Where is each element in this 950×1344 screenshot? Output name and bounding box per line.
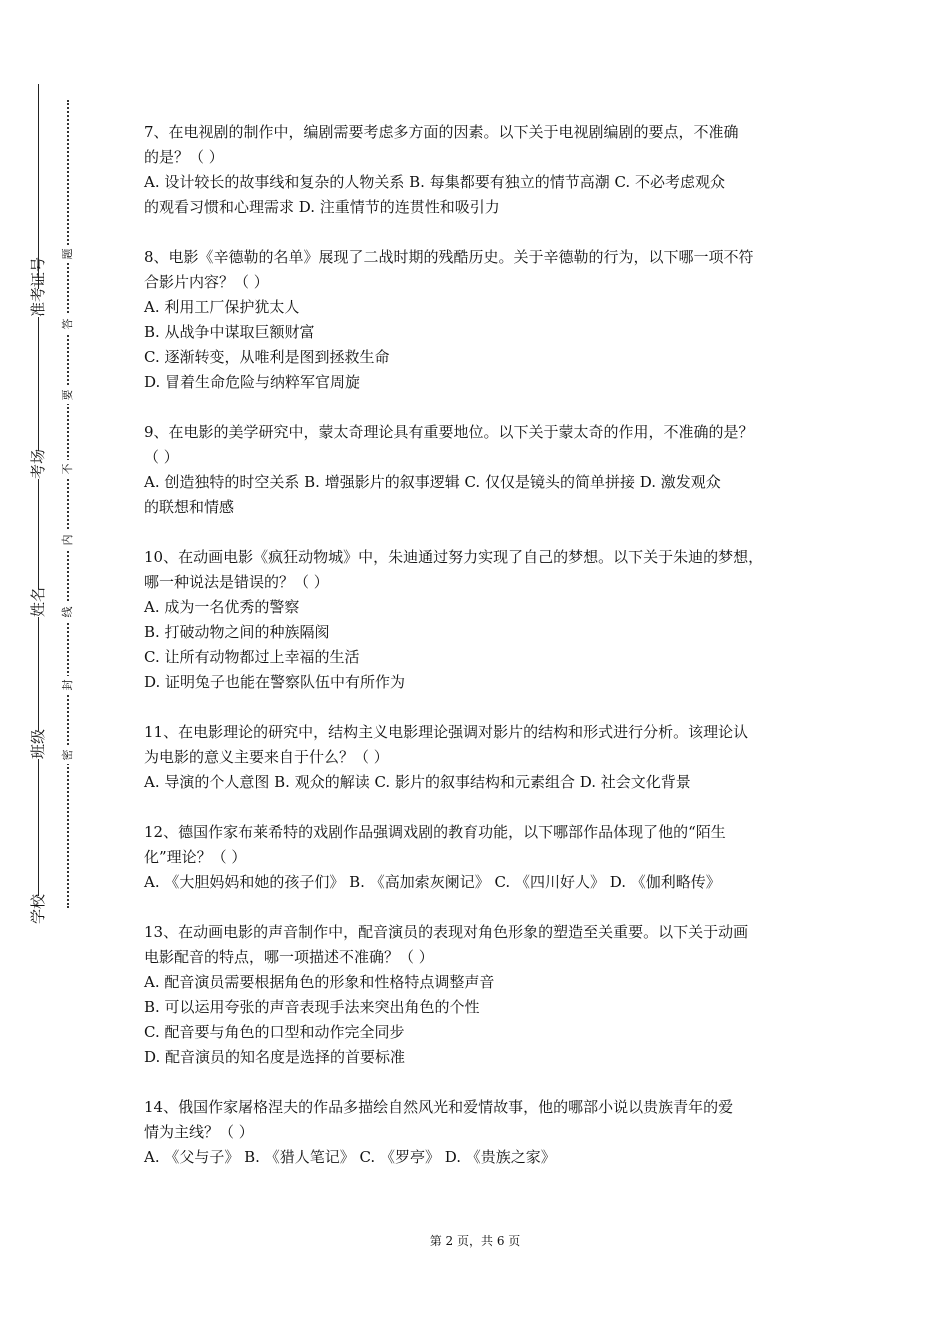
question-line: 11、在电影理论的研究中，结构主义电影理论强调对影片的结构和形式进行分析。该理论认 [144, 723, 749, 741]
question-options: 的联想和情感 [144, 498, 235, 516]
question-13 [144, 920, 816, 1070]
seal-char: 要 [59, 386, 77, 404]
question-11 [144, 720, 816, 795]
question-list [144, 120, 816, 1195]
question-line: 8、电影《辛德勒的名单》展现了二战时期的残酷历史。关于辛德勒的行为，以下哪一项不符 [144, 248, 754, 266]
question-line: 12、德国作家布莱希特的戏剧作品强调戏剧的教育功能，以下哪部作品体现了他的“陌生 [144, 823, 726, 841]
option-b: B. 从战争中谋取巨额财富 [144, 323, 315, 341]
question-7 [144, 120, 816, 220]
question-line: 13、在动画电影的声音制作中，配音演员的表现对角色形象的塑造至关重要。以下关于动画 [144, 923, 749, 941]
question-options: A. 导演的个人意图 B. 观众的解读 C. 影片的叙事结构和元素组合 D. 社会文化背景 [144, 773, 691, 791]
question-10 [144, 545, 816, 695]
option-d: D. 冒着生命危险与纳粹军官周旋 [144, 373, 361, 391]
question-line: 哪一种说法是错误的？（ ） [144, 573, 329, 591]
field-label-exam-number: 准考证号 [24, 289, 52, 317]
seal-char: 内 [59, 531, 77, 549]
option-d: D. 配音演员的知名度是选择的首要标准 [144, 1048, 406, 1066]
question-options: A. 创造独特的时空关系 B. 增强影片的叙事逻辑 C. 仅仅是镜头的简单拼接 D. 激发观众 [144, 473, 721, 491]
page-number: 第 2 页，共 6 页 [429, 1234, 521, 1248]
binding-solid-line [38, 84, 39, 914]
seal-char: 密 [59, 746, 77, 764]
question-line: （ ） [144, 448, 179, 466]
option-c: C. 让所有动物都过上幸福的生活 [144, 648, 360, 666]
question-line: 电影配音的特点，哪一项描述不准确？（ ） [144, 948, 434, 966]
question-line: 情为主线？（ ） [144, 1123, 254, 1141]
question-line: 为电影的意义主要来自于什么？（ ） [144, 748, 389, 766]
question-line: 合影片内容？（ ） [144, 273, 269, 291]
question-line: 7、在电视剧的制作中，编剧需要考虑多方面的因素。以下关于电视剧编剧的要点，不准确 [144, 123, 739, 141]
seal-char: 封 [59, 676, 77, 694]
option-c: C. 配音要与角色的口型和动作完全同步 [144, 1023, 405, 1041]
option-b: B. 打破动物之间的种族隔阂 [144, 623, 330, 641]
question-8 [144, 245, 816, 395]
option-a: A. 成为一名优秀的警察 [144, 598, 300, 616]
seal-dotted-line [67, 100, 69, 908]
option-b: B. 可以运用夸张的声音表现手法来突出角色的个性 [144, 998, 480, 1016]
option-c: C. 逐渐转变，从唯利是图到拯救生命 [144, 348, 390, 366]
question-line: 化”理论？（ ） [144, 848, 247, 866]
question-options: 的观看习惯和心理需求 D. 注重情节的连贯性和吸引力 [144, 198, 500, 216]
question-9 [144, 420, 816, 520]
question-line: 14、俄国作家屠格涅夫的作品多描绘自然风光和爱情故事，他的哪部小说以贵族青年的爱 [144, 1098, 734, 1116]
field-label-name: 姓名 [24, 589, 52, 617]
option-a: A. 利用工厂保护犹太人 [144, 298, 300, 316]
question-line: 10、在动画电影《疯狂动物城》中，朱迪通过努力实现了自己的梦想。以下关于朱迪的梦想， [144, 548, 764, 566]
question-options: A. 《大胆妈妈和她的孩子们》 B. 《高加索灰阑记》 C. 《四川好人》 D. 《伽利略传》 [144, 873, 721, 891]
field-label-class: 班级 [24, 731, 52, 759]
seal-char: 线 [59, 603, 77, 621]
question-12 [144, 820, 816, 895]
seal-char: 答 [59, 315, 77, 333]
binding-margin [0, 0, 110, 1344]
question-options: A. 设计较长的故事线和复杂的人物关系 B. 每集都要有独立的情节高潮 C. 不必考虑观众 [144, 173, 725, 191]
option-d: D. 证明兔子也能在警察队伍中有所作为 [144, 673, 406, 691]
question-line: 的是？（ ） [144, 148, 224, 166]
seal-char: 不 [59, 460, 77, 478]
seal-char: 题 [59, 245, 77, 263]
field-label-exam-room: 考场 [24, 451, 52, 479]
question-line: 9、在电影的美学研究中，蒙太奇理论具有重要地位。以下关于蒙太奇的作用，不准确的是？ [144, 423, 754, 441]
field-label-school: 学校 [24, 896, 52, 924]
question-14 [144, 1095, 816, 1170]
question-options: A. 《父与子》 B. 《猎人笔记》 C. 《罗亭》 D. 《贵族之家》 [144, 1148, 556, 1166]
option-a: A. 配音演员需要根据角色的形象和性格特点调整声音 [144, 973, 495, 991]
